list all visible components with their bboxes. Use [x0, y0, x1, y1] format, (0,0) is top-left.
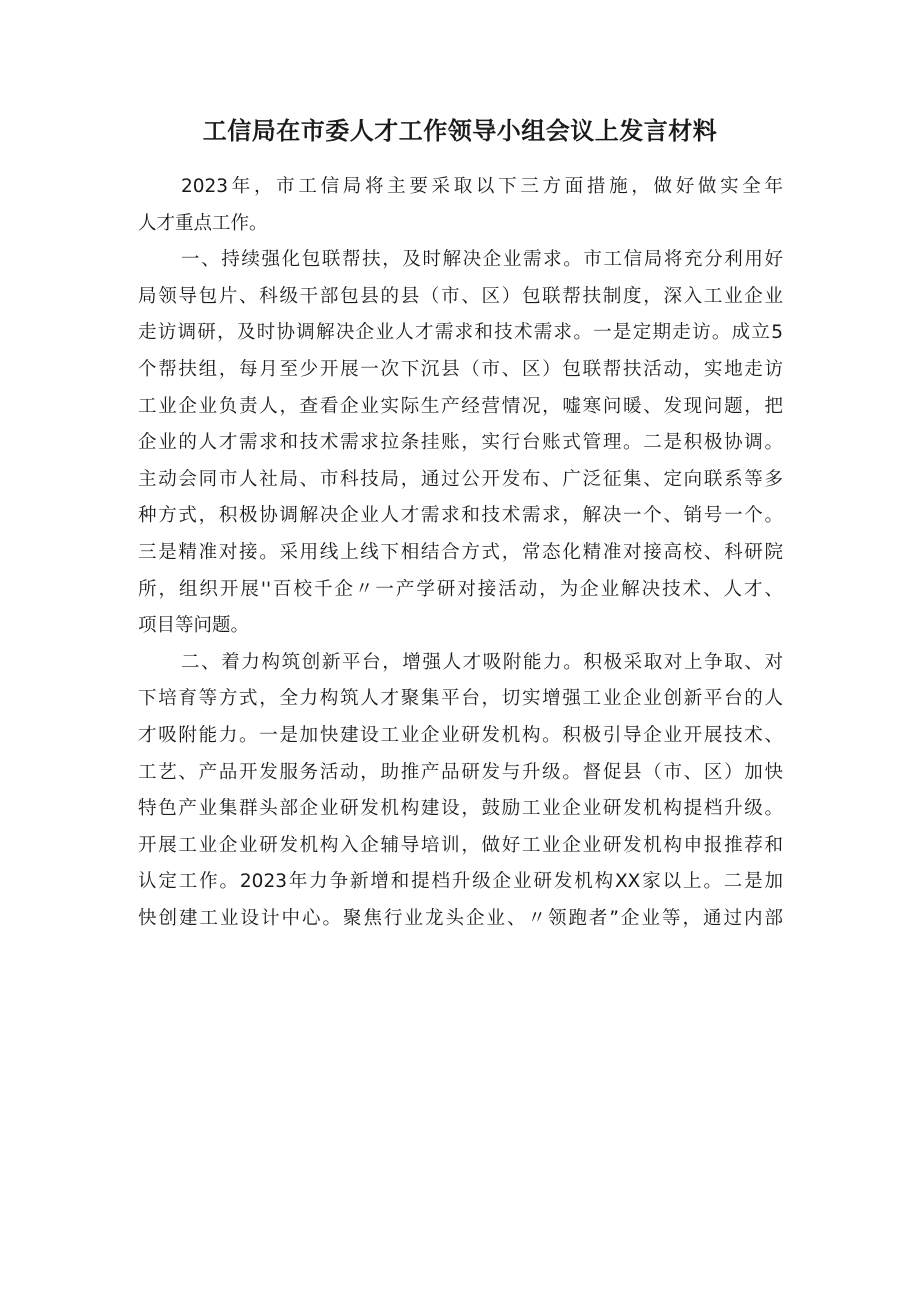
text-line: 工艺、产品开发服务活动，助推产品研发与升级。督促县（市、区）加快: [138, 761, 783, 783]
text-line: 人才重点工作。: [138, 212, 268, 234]
text-line: 主动会同市人社局、市科技局，通过公开发布、广泛征集、定向联系等多: [138, 468, 783, 490]
text-line: 种方式，积极协调解决企业人才需求和技术需求，解决一个、销号一个。: [138, 505, 783, 527]
text-line: 走访调研，及时协调解决企业人才需求和技术需求。一是定期走访。成立5: [138, 322, 783, 344]
text-line: 一、持续强化包联帮扶，及时解决企业需求。市工信局将充分利用好: [181, 249, 783, 271]
text-line: 所，组织开展''百校千企〃一产学研对接活动，为企业解决技术、人才、: [138, 578, 783, 600]
text-line: 快创建工业设计中心。聚焦行业龙头企业、〃领跑者”企业等，通过内部: [138, 907, 783, 929]
text-line: 下培育等方式，全力构筑人才聚集平台，切实增强工业企业创新平台的人: [138, 688, 783, 710]
document-title: 工信局在市委人才工作领导小组会议上发言材料: [202, 117, 718, 145]
text-line: 个帮扶组，每月至少开展一次下沉县（市、区）包联帮扶活动，实地走访: [138, 358, 783, 380]
text-line: 工业企业负责人，查看企业实际生产经营情况，嘘寒问暖、发现问题，把: [138, 395, 783, 417]
text-line: 认定工作。2023年力争新增和提档升级企业研发机构XX家以上。二是加: [138, 871, 783, 893]
text-line: 特色产业集群头部企业研发机构建设，鼓励工业企业研发机构提档升级。: [138, 798, 783, 820]
text-line: 局领导包片、科级干部包县的县（市、区）包联帮扶制度，深入工业企业: [138, 285, 783, 307]
text-line: 二、着力构筑创新平台，增强人才吸附能力。积极采取对上争取、对: [181, 651, 783, 673]
text-line: 三是精准对接。采用线上线下相结合方式，常态化精准对接高校、科研院: [138, 541, 783, 563]
document-body: [138, 169, 783, 937]
text-line: 才吸附能力。一是加快建设工业企业研发机构。积极引导企业开展技术、: [138, 724, 783, 746]
text-line: 企业的人才需求和技术需求拉条挂账，实行台账式管理。二是积极协调。: [138, 432, 783, 454]
text-line: 2023年，市工信局将主要采取以下三方面措施，做好做实全年: [181, 176, 783, 197]
text-line: 项目等问题。: [138, 615, 250, 637]
text-line: 开展工业企业研发机构入企辅导培训，做好工业企业研发机构申报推荐和: [138, 834, 783, 856]
